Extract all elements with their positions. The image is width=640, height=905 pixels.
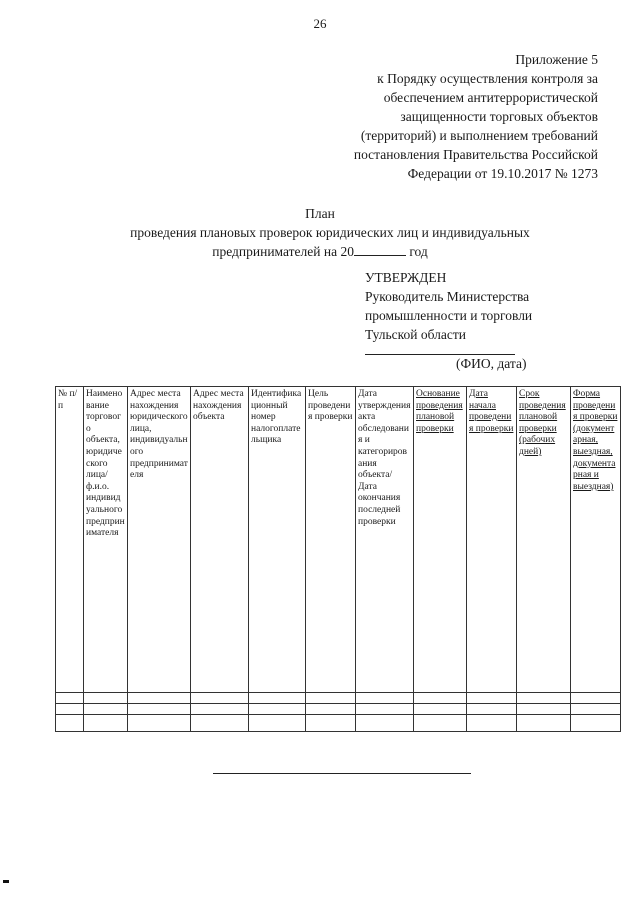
- appendix-line: обеспечением антитеррористической: [383, 90, 598, 105]
- table-cell: [249, 704, 306, 715]
- inspection-plan-table: [55, 386, 621, 732]
- column-header-text: Срок проведения плановой проверки (рабочих дней): [519, 389, 566, 457]
- table-cell: [249, 693, 306, 704]
- approval-line: промышленности и торговли: [365, 308, 533, 323]
- table-cell: [467, 693, 517, 704]
- table-cell: [356, 704, 414, 715]
- column-header: Наименование торгового объекта, юридического лица/ ф.и.о. индивидуального предпринимателя: [84, 387, 128, 693]
- table-row: [56, 715, 621, 732]
- table-cell: [571, 704, 621, 715]
- table-cell: [249, 715, 306, 732]
- appendix-header: [354, 50, 598, 183]
- appendix-line: к Порядку осуществления контроля за: [377, 71, 598, 86]
- footer-separator-line: [213, 773, 471, 774]
- table-cell: [571, 715, 621, 732]
- table-cell: [571, 693, 621, 704]
- table-cell: [517, 704, 571, 715]
- table-cell: [517, 693, 571, 704]
- column-header: [571, 387, 621, 693]
- appendix-line: Федерации от 19.10.2017 № 1273: [407, 166, 598, 181]
- table-cell: [56, 704, 84, 715]
- year-blank: [354, 243, 406, 256]
- plan-title: План: [305, 206, 335, 221]
- appendix-line: постановления Правительства Российской: [353, 147, 598, 162]
- plan-year-prefix: предпринимателей на 20: [212, 244, 354, 259]
- approval-line: Тульской области: [365, 327, 466, 342]
- table-cell: [128, 693, 191, 704]
- plan-year-suffix: год: [409, 244, 428, 259]
- scan-mark: [3, 880, 9, 883]
- page-number: 26: [313, 16, 327, 31]
- appendix-line: (территорий) и выполнением требований: [360, 128, 598, 143]
- plan-year-line: [0, 242, 640, 261]
- table-cell: [517, 715, 571, 732]
- table-cell: [414, 704, 467, 715]
- table-cell: [356, 693, 414, 704]
- table-cell: [467, 704, 517, 715]
- table-cell: [56, 715, 84, 732]
- approval-line: Руководитель Министерства: [365, 289, 530, 304]
- column-header: [414, 387, 467, 693]
- table-cell: [128, 704, 191, 715]
- table-cell: [191, 715, 249, 732]
- plan-subtitle: проведения плановых проверок юридических лиц и индивидуальных: [130, 225, 530, 240]
- column-header: Дата утверждения акта обследования и категорирования объекта/ Дата окончания последней проверки: [356, 387, 414, 693]
- table-cell: [84, 704, 128, 715]
- table-cell: [128, 715, 191, 732]
- column-header: [517, 387, 571, 693]
- table-cell: [414, 693, 467, 704]
- table-row: [56, 704, 621, 715]
- table-cell: [191, 704, 249, 715]
- column-header: Идентификационный номер налогоплательщика: [249, 387, 306, 693]
- column-header: [467, 387, 517, 693]
- table-cell: [84, 693, 128, 704]
- table-cell: [414, 715, 467, 732]
- table-cell: [467, 715, 517, 732]
- appendix-line: защищенности торговых объектов: [400, 109, 598, 124]
- signature-caption: (ФИО, дата): [456, 356, 527, 371]
- approval-block: [365, 268, 532, 344]
- table-cell: [306, 693, 356, 704]
- approval-line: УТВЕРЖДЕН: [365, 270, 447, 285]
- signature-line: [365, 354, 515, 355]
- table-cell: [306, 704, 356, 715]
- table-cell: [356, 715, 414, 732]
- appendix-line: Приложение 5: [515, 52, 598, 67]
- table-cell: [84, 715, 128, 732]
- column-header: Цель проведения проверки: [306, 387, 356, 693]
- table-cell: [56, 693, 84, 704]
- column-header: Адрес места нахождения объекта: [191, 387, 249, 693]
- table-cell: [306, 715, 356, 732]
- column-header: Адрес места нахождения юридического лица, индивидуального предпринимателя: [128, 387, 191, 693]
- table-cell: [191, 693, 249, 704]
- column-header-text: Дата начала проведения проверки: [469, 389, 514, 434]
- table-header-row: [56, 387, 621, 693]
- column-header: № п/п: [56, 387, 84, 693]
- table-row: [56, 693, 621, 704]
- column-header-text: Основание проведения плановой проверки: [416, 389, 463, 434]
- column-header-text: Форма проведения проверки (документарная, выездная, документарная и выездная): [573, 389, 618, 492]
